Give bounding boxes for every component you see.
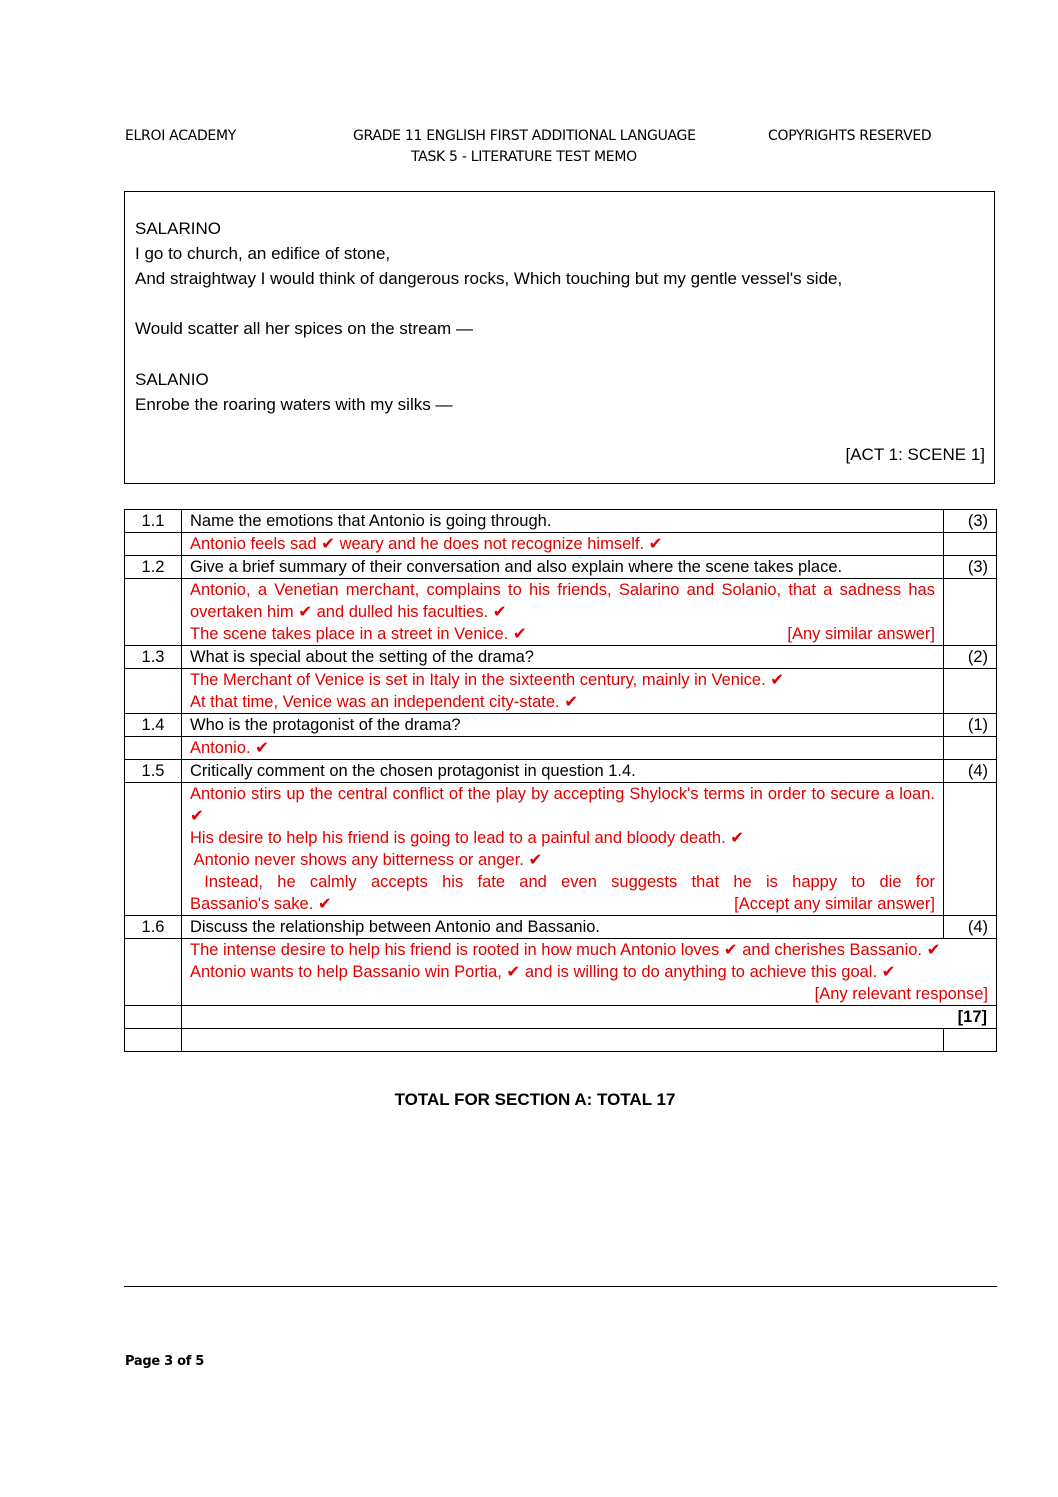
extract-line: And straightway I would think of dangerous rocks, Which touching but my gentle vessel's side, [135,269,843,288]
question-text: Critically comment on the chosen protagonist in question 1.4. [182,760,944,783]
question-row [125,556,997,579]
question-text: Name the emotions that Antonio is going through. [182,510,944,533]
section-total: TOTAL FOR SECTION A: TOTAL 17 [394,1090,676,1109]
answer-row [125,579,997,646]
question-marks: (2) [944,646,997,669]
question-text: Who is the protagonist of the drama? [182,714,944,737]
question-row [125,760,997,783]
copyright-note: COPYRIGHTS RESERVED [768,128,932,144]
question-number: 1.3 [125,646,182,669]
question-number: 1.5 [125,760,182,783]
footer-divider [124,1286,997,1287]
extract-box [124,191,995,484]
question-number: 1.2 [125,556,182,579]
question-marks: (3) [944,510,997,533]
answer-row [125,669,997,714]
question-row [125,646,997,669]
question-text: What is special about the setting of the drama? [182,646,944,669]
task-title: TASK 5 - LITERATURE TEST MEMO [411,149,637,165]
extract-line: I go to church, an edifice of stone, [135,244,391,263]
extract-speaker: SALANIO [135,370,209,389]
extract-reference: [ACT 1: SCENE 1] [845,445,985,464]
question-row [125,510,997,533]
answer-text: Antonio. ✔ [182,737,944,760]
question-text: Give a brief summary of their conversation and also explain where the scene takes place. [182,556,944,579]
answer-text: Antonio feels sad ✔ weary and he does not recognize himself. ✔ [182,533,944,556]
memo-table [124,509,997,1052]
answer-row [125,533,997,556]
question-text: Discuss the relationship between Antonio and Bassanio. [182,916,944,939]
subtotal-row [125,1006,997,1029]
extract-line: Would scatter all her spices on the stream — [135,319,473,338]
question-marks: (4) [944,760,997,783]
question-number: 1.6 [125,916,182,939]
answer-note: [Any relevant response] [814,985,988,1003]
answer-row [125,783,997,916]
answer-note: [Any similar answer] [787,625,935,643]
school-name: ELROI ACADEMY [125,128,237,144]
answer-note: [Accept any similar answer] [734,895,935,913]
subtotal: [17] [182,1006,997,1029]
empty-row [125,1029,997,1052]
extract-line: Enrobe the roaring waters with my silks — [135,395,453,414]
answer-text: The Merchant of Venice is set in Italy in the sixteenth century, mainly in Venice. ✔ At that time, Venice was an independent city-state. ✔ [182,669,944,714]
question-marks: (1) [944,714,997,737]
question-row [125,916,997,939]
extract-speaker: SALARINO [135,219,221,238]
question-marks: (4) [944,916,997,939]
subject-title: GRADE 11 ENGLISH FIRST ADDITIONAL LANGUAGE [353,128,696,144]
answer-text: Antonio stirs up the central conflict of the play by accepting Shylock's terms in order to secure a loan. ✔ His desire to help his friend is going to lead to a painful and bloody death. ✔ Antonio never shows any bitterness or anger. ✔ Instead, he calmly accepts his fate and even suggests that he is happy to die for Bassanio's sake. ✔ [Accept any similar answer] [182,783,944,916]
answer-text: The intense desire to help his friend is rooted in how much Antonio loves ✔ and cherishes Bassanio. ✔ Antonio wants to help Bassanio win Portia, ✔ and is willing to do anything to achieve this goal. ✔ [Any relevant response] [182,939,997,1006]
question-row [125,714,997,737]
question-number: 1.4 [125,714,182,737]
question-marks: (3) [944,556,997,579]
question-number: 1.1 [125,510,182,533]
page-number: Page 3 of 5 [125,1354,205,1369]
answer-row [125,737,997,760]
answer-text: Antonio, a Venetian merchant, complains to his friends, Salarino and Solanio, that a sadness has overtaken him ✔ and dulled his faculties. ✔ The scene takes place in a street in Venice. ✔ [Any similar answer] [182,579,944,646]
answer-row [125,939,997,1006]
